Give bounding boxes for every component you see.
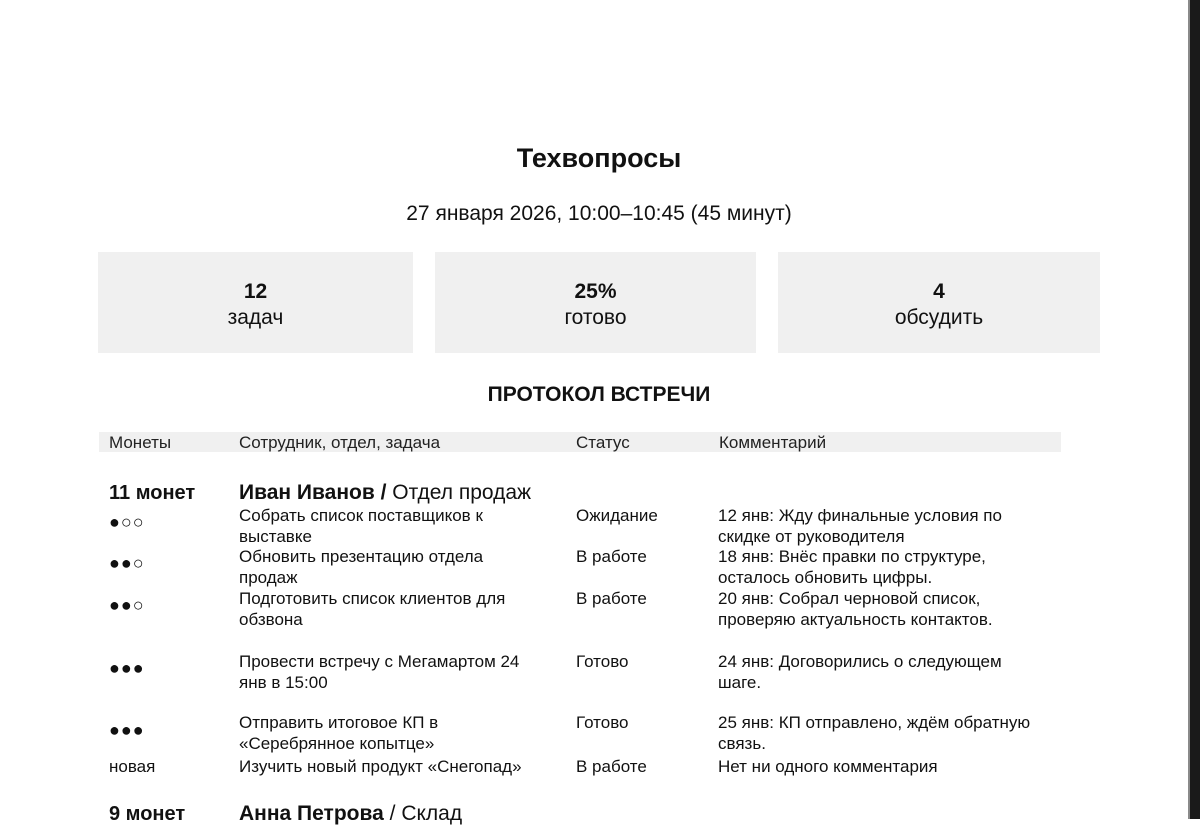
meeting-datetime: 27 января 2026, 10:00–10:45 (45 минут) — [406, 202, 792, 225]
task-status: Готово — [576, 652, 629, 671]
employee-department: Склад — [401, 802, 463, 825]
employee-department: Отдел продаж — [392, 481, 532, 504]
task-description: Провести встречу с Мегамартом 24 янв в 15:00 — [239, 652, 520, 692]
protocol-title: ПРОТОКОЛ ВСТРЕЧИ — [487, 383, 711, 406]
column-header-status: Статус — [576, 433, 630, 452]
employee-name: Иван Иванов — [239, 481, 375, 504]
stat-value: 12 — [243, 280, 268, 303]
task-level-indicator: ●●○ — [109, 553, 145, 573]
task-description: Подготовить список клиентов для обзвона — [239, 589, 506, 629]
employee-coins: 11 монет — [109, 482, 196, 504]
task-comment: 24 янв: Договорились о следующем шаге. — [718, 652, 1002, 692]
task-comment: Нет ни одного комментария — [718, 757, 938, 776]
task-level-indicator: новая — [109, 757, 156, 776]
task-description: Собрать список поставщиков к выставке — [239, 506, 483, 546]
task-status: Ожидание — [576, 506, 658, 525]
task-description: Отправить итоговое КП в «Серебрянное копытце» — [239, 713, 439, 753]
task-status: В работе — [576, 589, 647, 608]
task-level-indicator: ●●● — [109, 720, 145, 740]
task-level-indicator: ●●○ — [109, 595, 145, 615]
column-header-employee: Сотрудник, отдел, задача — [239, 433, 441, 452]
task-description: Обновить презентацию отдела продаж — [239, 547, 484, 587]
task-comment: 20 янв: Собрал черновой список, проверяю актуальность контактов. — [718, 589, 993, 629]
name-dept-separator: / — [374, 481, 393, 504]
task-description: Изучить новый продукт «Снегопад» — [239, 757, 522, 776]
stat-card-done — [435, 252, 756, 353]
employee-coins: 9 монет — [109, 803, 186, 825]
stat-card-discuss — [778, 252, 1100, 353]
window-edge — [1188, 0, 1200, 819]
employee-header — [239, 802, 462, 826]
task-level-indicator: ●○○ — [109, 512, 145, 532]
employee-name: Анна Петрова — [239, 802, 384, 825]
task-comment: 18 янв: Внёс правки по структуре, осталось обновить цифры. — [718, 547, 986, 587]
stat-value: 4 — [933, 280, 945, 303]
employee-header — [239, 481, 531, 505]
task-comment: 25 янв: КП отправлено, ждём обратную связь. — [718, 713, 1031, 753]
stat-label: готово — [564, 306, 627, 329]
table-header — [99, 432, 1061, 452]
column-header-coins: Монеты — [109, 433, 172, 452]
task-status: Готово — [576, 713, 629, 732]
task-status: В работе — [576, 547, 647, 566]
task-status: В работе — [576, 757, 647, 776]
column-header-comment: Комментарий — [719, 433, 827, 452]
page-title: Техвопросы — [516, 143, 682, 173]
task-level-indicator: ●●● — [109, 658, 145, 678]
stat-value: 25% — [574, 280, 617, 303]
name-dept-separator: / — [383, 802, 402, 825]
stat-card-tasks — [98, 252, 413, 353]
stat-label: задач — [227, 306, 284, 329]
task-comment: 12 янв: Жду финальные условия по скидке от руководителя — [718, 506, 1002, 546]
stat-label: обсудить — [894, 306, 984, 329]
